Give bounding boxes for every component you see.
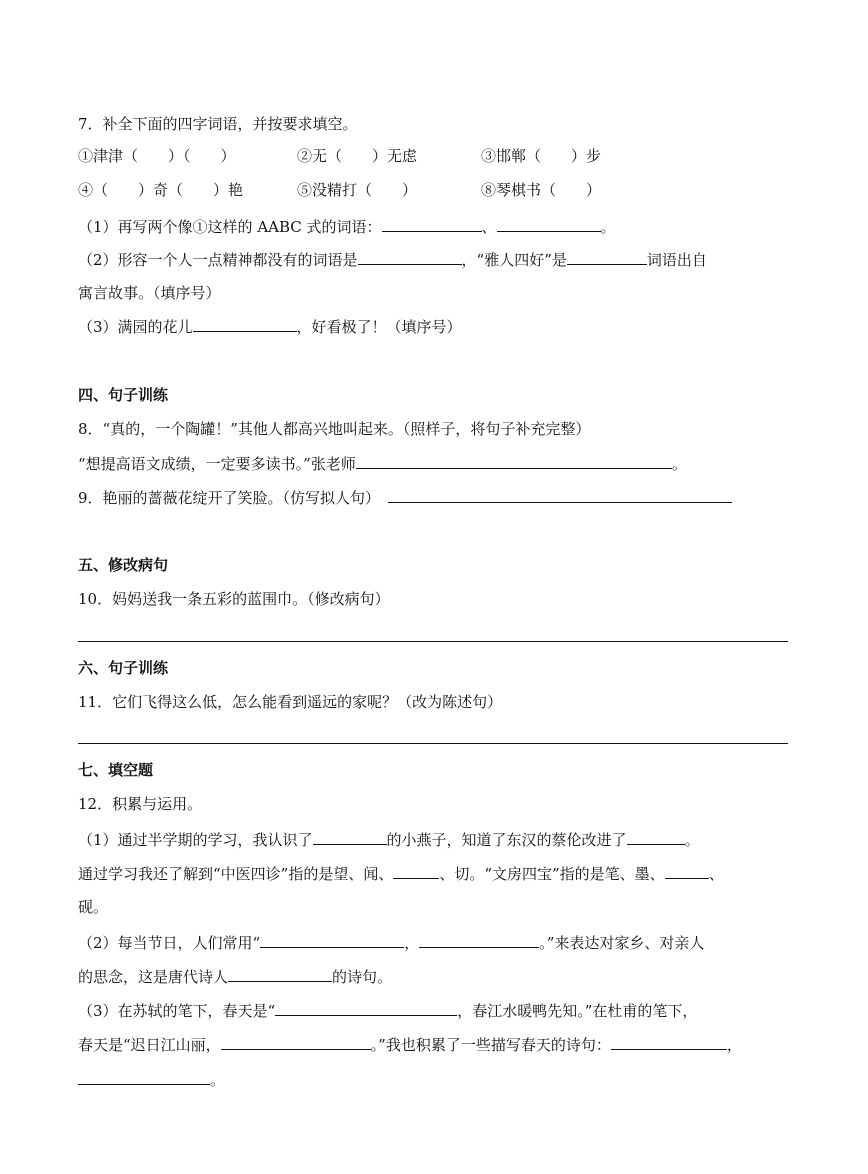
answer-blank[interactable] (497, 216, 601, 232)
answer-line[interactable] (78, 641, 788, 642)
answer-blank[interactable] (356, 453, 672, 469)
section-heading-6: 六、句子训练 (78, 659, 169, 677)
q7-item-8: ⑧琴棋书（ ） (481, 181, 602, 199)
answer-blank[interactable] (567, 249, 647, 265)
q12-p3-line1: （3）在苏轼的笔下，春天是“ ，春江水暖鸭先知。”在杜甫的笔下， (78, 1002, 698, 1020)
q7-sub3: （3）满园的花儿 ，好看极了！（填序号） (78, 318, 462, 336)
q9-prompt: 9．艳丽的蔷薇花绽开了笑脸。（仿写拟人句） (78, 487, 732, 508)
q7-item-4: ④（ ）奇（ ）艳 (78, 181, 244, 199)
q7-sub2-cont: 寓言故事。（填序号） (78, 284, 221, 302)
answer-blank[interactable] (419, 932, 539, 948)
q12-p2-line1: （2）每当节日，人们常用“ ， 。”来表达对家乡、对亲人 (78, 934, 705, 952)
section-heading-4: 四、句子训练 (78, 386, 169, 404)
q7-item-5: ⑤没精打（ ） (297, 181, 418, 199)
answer-blank[interactable] (228, 966, 332, 982)
q12-p3-line3: 。 (78, 1069, 225, 1090)
q8-answer-line: “想提高语文成绩，一定要多读书。”张老师 。 (78, 455, 687, 473)
q12-p1-line1: （1）通过半学期的学习，我认识了 的小燕子，知道了东汉的蔡伦改进了 。 (78, 831, 700, 849)
answer-blank[interactable] (358, 249, 462, 265)
q12-p1-line3: 砚。 (78, 898, 109, 916)
q12-prompt: 12．积累与运用。 (78, 795, 203, 813)
answer-blank[interactable] (665, 863, 709, 879)
q7-item-3: ③邯郸（ ）步 (481, 147, 602, 165)
answer-blank[interactable] (388, 487, 732, 503)
q7-sub1: （1）再写两个像①这样的 AABC 式的词语： 、 。 (78, 218, 616, 236)
q7-title: 7．补全下面的四字词语，并按要求填空。 (78, 115, 358, 133)
answer-blank[interactable] (313, 829, 387, 845)
answer-blank[interactable] (275, 1000, 457, 1016)
answer-blank[interactable] (221, 1034, 371, 1050)
q10-prompt: 10．妈妈送我一条五彩的蓝围巾。（修改病句） (78, 590, 390, 608)
q12-p3-line2: 春天是“迟日江山丽， 。”我也积累了一些描写春天的诗句： ， (78, 1036, 742, 1054)
answer-blank[interactable] (393, 863, 439, 879)
answer-blank[interactable] (382, 216, 482, 232)
answer-blank[interactable] (193, 316, 297, 332)
q11-prompt: 11．它们飞得这么低，怎么能看到遥远的家呢？（改为陈述句） (78, 693, 503, 711)
answer-blank[interactable] (260, 932, 404, 948)
section-heading-7: 七、填空题 (78, 761, 154, 779)
answer-blank[interactable] (627, 829, 685, 845)
q7-item-1: ①津津（ ）（ ） (78, 147, 236, 165)
section-heading-5: 五、修改病句 (78, 556, 169, 574)
q7-sub2: （2）形容一个人一点精神都没有的词语是 ，“雅人四好”是 词语出自 (78, 251, 707, 269)
q12-p1-line2: 通过学习我还了解到“中医四诊”指的是望、闻、 、切。“文房四宝”指的是笔、墨、 、 (78, 865, 724, 883)
answer-blank[interactable] (78, 1069, 210, 1085)
answer-line[interactable] (78, 743, 788, 744)
q12-p2-line2: 的思念，这是唐代诗人 的诗句。 (78, 968, 393, 986)
answer-blank[interactable] (611, 1034, 727, 1050)
q7-item-2: ②无（ ）无虑 (297, 147, 418, 165)
q8-prompt: 8．“真的，一个陶罐！”其他人都高兴地叫起来。（照样子，将句子补充完整） (78, 420, 591, 438)
